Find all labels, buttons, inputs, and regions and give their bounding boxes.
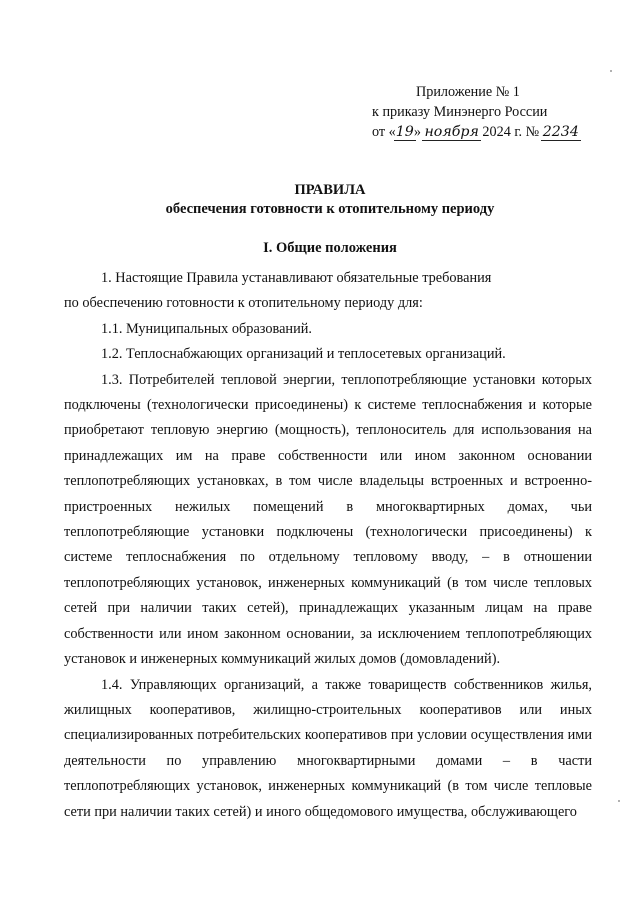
paragraph-1-line-2: по обеспечению готовности к отопительному периоду для:: [64, 295, 423, 312]
appendix-number: Приложение № 1: [416, 84, 520, 100]
document-subtitle: обеспечения готовности к отопительному периоду: [165, 201, 495, 217]
scan-speck: [618, 800, 620, 802]
paragraph-1-4: 1.4. Управляющих организаций, а также товариществ собственников жилья, жилищных кооперативов, жилищно-строительных кооперативов или иных специализированных потребительских кооперативов при условии осуществления ими деятельности по управлению многоквартирными домами – в части теплопотребляющих установок, инженерных коммуникаций (в том числе тепловые сети при наличии таких сетей) и иного общедомового имущества, обслуживающего: [64, 676, 592, 820]
handwritten-day: 19: [395, 124, 414, 140]
paragraph-1-line-1: 1. Настоящие Правила устанавливают обязательные требования: [101, 270, 492, 286]
date-prefix: от «: [372, 124, 396, 140]
handwritten-order-number: 2234: [542, 124, 579, 140]
handwritten-month: ноября: [424, 124, 479, 140]
section-heading: I. Общие положения: [263, 240, 397, 256]
scan-speck: [610, 70, 612, 72]
paragraph-1-1: 1.1. Муниципальных образований.: [101, 320, 312, 337]
document-title: ПРАВИЛА: [294, 182, 366, 198]
date-mid: »: [413, 124, 425, 140]
appendix-date-line: [372, 122, 579, 142]
date-year: 2024 г. №: [478, 124, 543, 140]
appendix-header: [372, 82, 579, 142]
paragraph-1-3: 1.3. Потребителей тепловой энергии, теплопотребляющие установки которых подключены (технологически присоединены) к системе теплоснабжения и которые приобретают тепловую энергию (мощность), теплоноситель для использования на принадлежащих им на праве собственности или ином законном основании теплопотребляющих установках, в том числе владельцы встроенных и встроенно-пристроенных нежилых помещений в многоквартирных домах, чьи теплопотребляющие установки подключены (технологически присоединены) к системе теплоснабжения по отдельному тепловому вводу, – в отношении теплопотребляющих установок, инженерных коммуникаций (в том числе тепловых сетей при наличии таких сетей), принадлежащих указанным лицам на праве собственности или ином законном основании, за исключением теплопотребляющих установок и инженерных коммуникаций жилых домов (домовладений).: [64, 371, 592, 668]
document-body: [64, 266, 592, 825]
paragraph-1-2: 1.2. Теплоснабжающих организаций и теплосетевых организаций.: [101, 346, 506, 363]
appendix-order-ref: к приказу Минэнерго России: [372, 104, 548, 120]
